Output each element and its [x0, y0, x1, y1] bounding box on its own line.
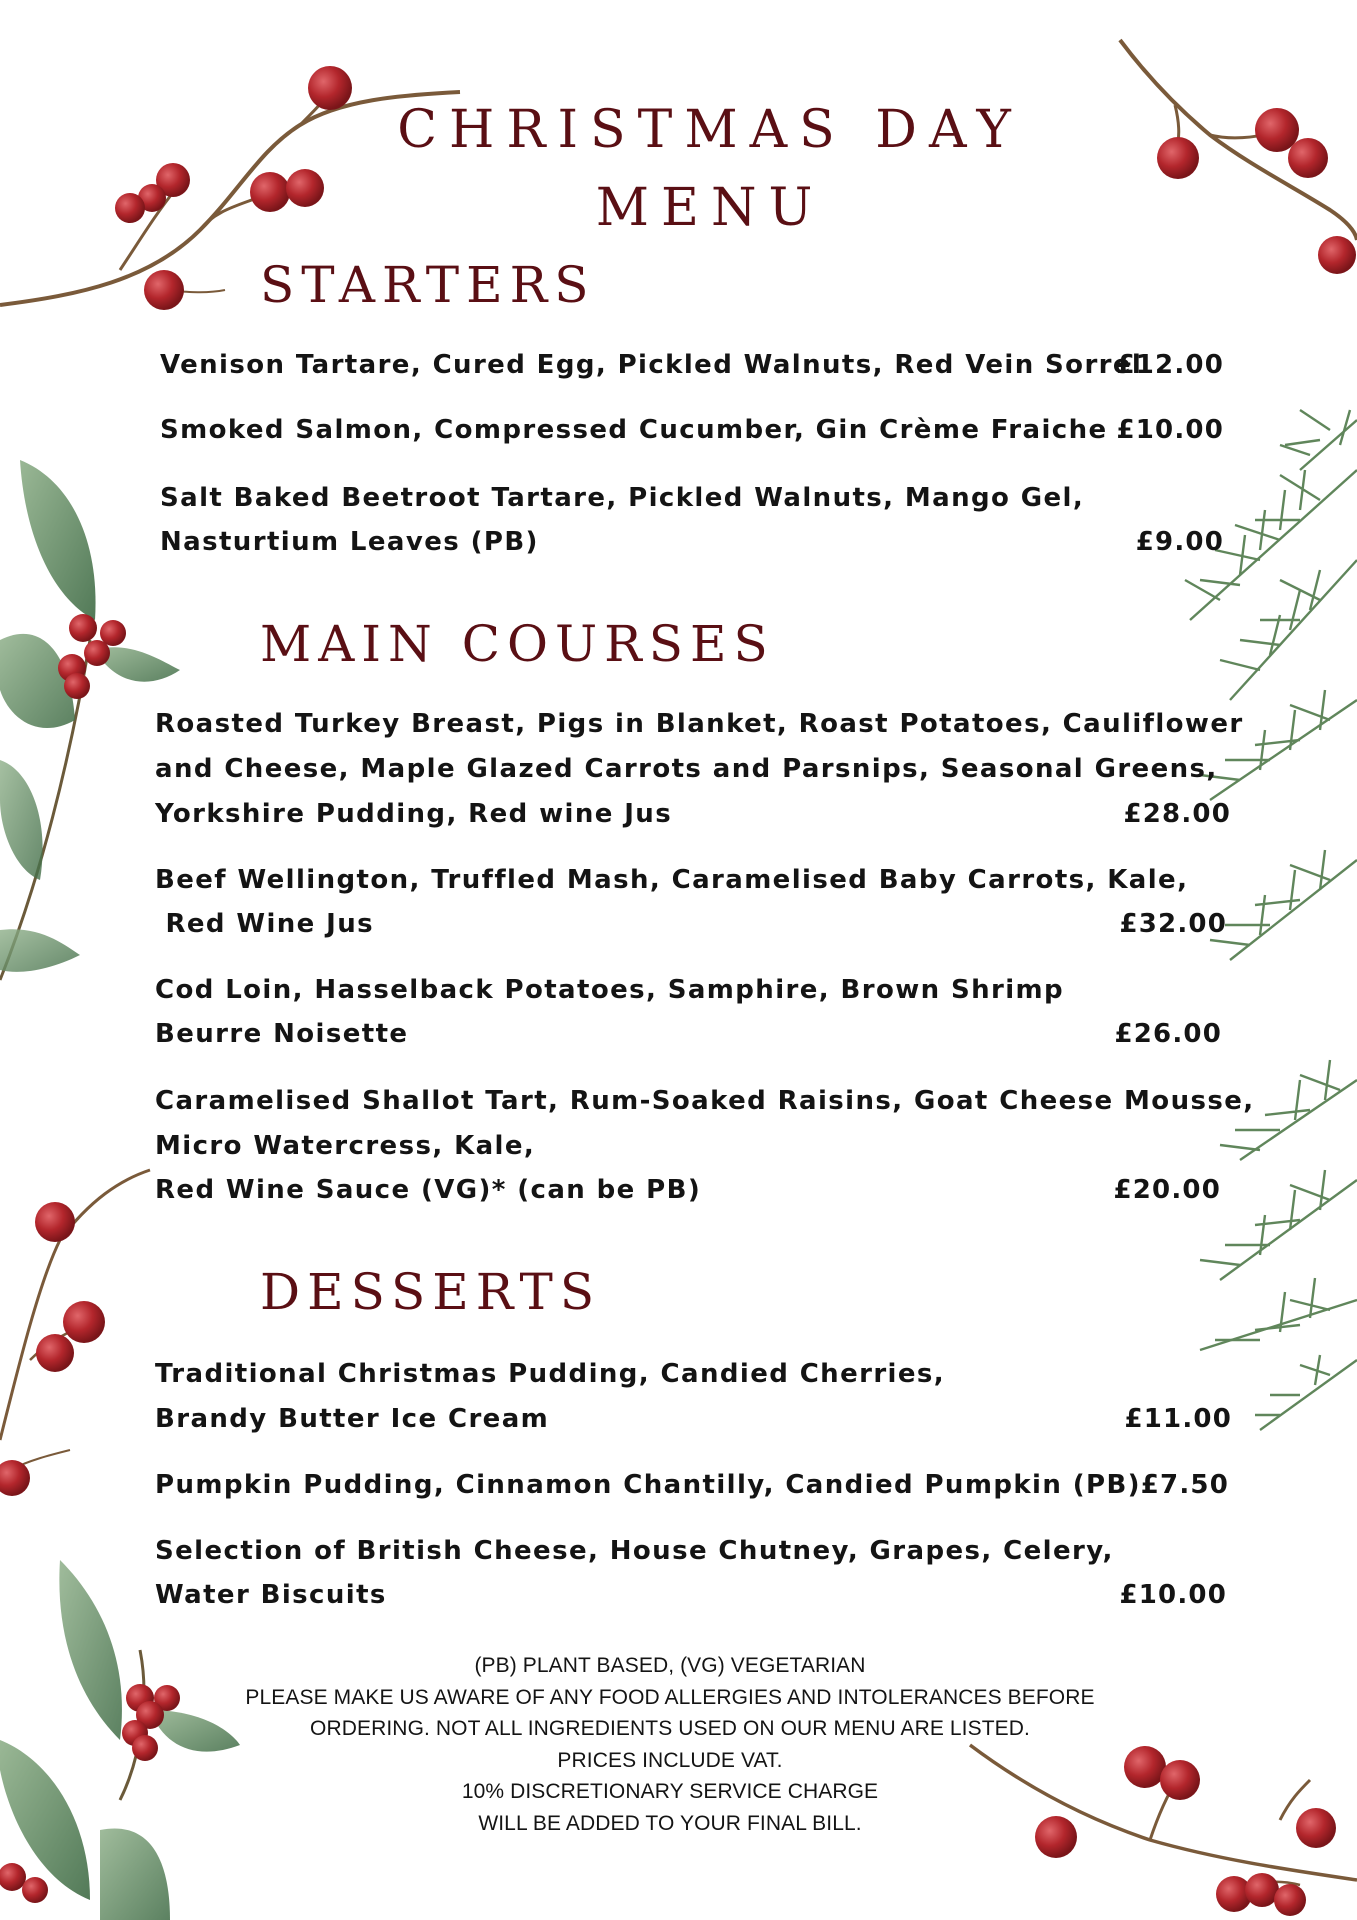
- menu-item-description: Cod Loin, Hasselback Potatoes, Samphire, Brown Shrimp: [155, 975, 1065, 1005]
- menu-item-price: £11.00: [1124, 1404, 1232, 1434]
- menu-item-description: Pumpkin Pudding, Cinnamon Chantilly, Candied Pumpkin (PB): [155, 1470, 1141, 1500]
- menu-item-description: Beurre Noisette: [155, 1019, 409, 1049]
- footer-line: ORDERING. NOT ALL INGREDIENTS USED ON OUR MENU ARE LISTED.: [310, 1717, 1030, 1740]
- section-heading-main-courses: MAIN COURSES: [260, 615, 775, 673]
- footer-line: WILL BE ADDED TO YOUR FINAL BILL.: [478, 1811, 862, 1835]
- menu-item-price: £12.00: [1116, 350, 1224, 380]
- menu-item-price: £7.50: [1140, 1470, 1229, 1500]
- berry-sprig-left: [0, 1170, 150, 1496]
- holly-leaves-left: [0, 460, 180, 980]
- menu-item-description: Beef Wellington, Truffled Mash, Caramelised Baby Carrots, Kale,: [155, 865, 1189, 895]
- menu-title-line-2: MENU: [595, 178, 825, 238]
- footer-line: PRICES INCLUDE VAT.: [557, 1748, 783, 1772]
- menu-title-line-1: CHRISTMAS DAY: [397, 100, 1023, 160]
- menu-item-description: Red Wine Sauce (VG)* (can be PB): [155, 1175, 702, 1205]
- menu-item-price: £26.00: [1114, 1019, 1222, 1049]
- footer-notes: [140, 1650, 1200, 1839]
- menu-item-price: £20.00: [1113, 1175, 1221, 1205]
- section-heading-starters: STARTERS: [260, 256, 596, 314]
- footer-line: PLEASE MAKE US AWARE OF ANY FOOD ALLERGIES AND INTOLERANCES BEFORE: [245, 1685, 1095, 1709]
- menu-item-price: £28.00: [1123, 799, 1231, 829]
- menu-item-description: Water Biscuits: [155, 1580, 387, 1610]
- menu-item-description: Nasturtium Leaves (PB): [160, 527, 539, 557]
- menu-item-description: Caramelised Shallot Tart, Rum-Soaked Raisins, Goat Cheese Mousse,: [155, 1086, 1255, 1116]
- section-heading-desserts: DESSERTS: [260, 1263, 602, 1321]
- menu-item-description: Roasted Turkey Breast, Pigs in Blanket, Roast Potatoes, Cauliflower: [155, 709, 1244, 739]
- menu-item-price: £32.00: [1119, 909, 1227, 939]
- menu-item-description: Selection of British Cheese, House Chutney, Grapes, Celery,: [155, 1536, 1114, 1566]
- menu-item-description: Venison Tartare, Cured Egg, Pickled Walnuts, Red Vein Sorrel: [160, 350, 1143, 380]
- menu-item-description: Yorkshire Pudding, Red wine Jus: [155, 799, 673, 829]
- footer-line: (PB) PLANT BASED, (VG) VEGETARIAN: [474, 1654, 866, 1677]
- menu-item-price: £10.00: [1116, 415, 1224, 445]
- menu-item-price: £10.00: [1119, 1580, 1227, 1610]
- menu-item-description: Micro Watercress, Kale,: [155, 1131, 536, 1161]
- menu-item-description: Smoked Salmon, Compressed Cucumber, Gin Crème Fraiche: [160, 415, 1108, 445]
- footer-line: 10% DISCRETIONARY SERVICE CHARGE: [461, 1780, 879, 1803]
- menu-item-price: £9.00: [1135, 527, 1224, 557]
- menu-item-description: and Cheese, Maple Glazed Carrots and Parsnips, Seasonal Greens,: [155, 754, 1218, 784]
- menu-item-description: Brandy Butter Ice Cream: [155, 1404, 550, 1434]
- menu-item-description: Traditional Christmas Pudding, Candied Cherries,: [155, 1359, 946, 1389]
- menu-item-description: Salt Baked Beetroot Tartare, Pickled Walnuts, Mango Gel,: [160, 483, 1085, 513]
- menu-item-description: Red Wine Jus: [155, 909, 375, 939]
